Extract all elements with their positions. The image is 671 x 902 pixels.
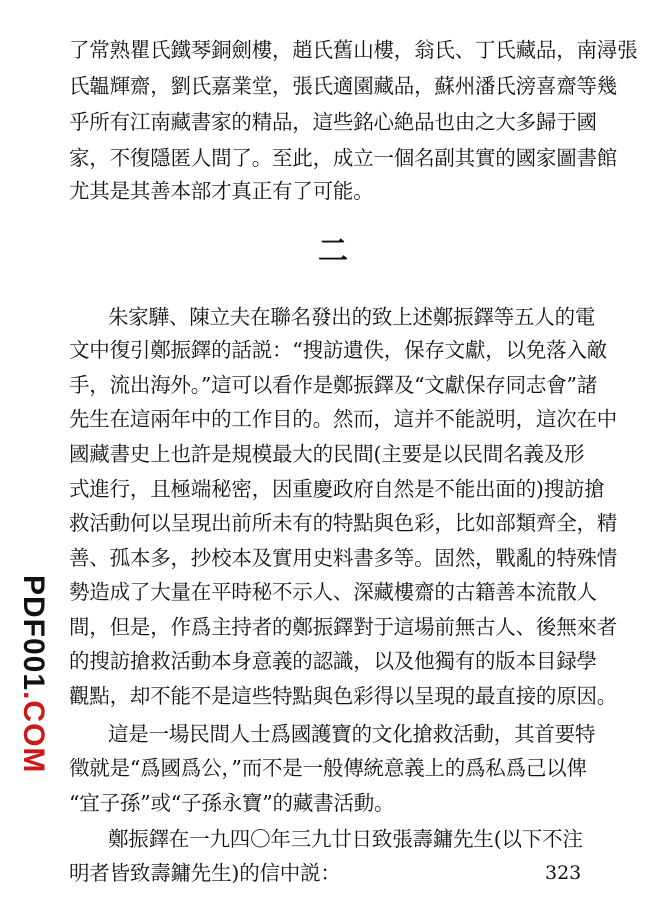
text-line: “宜子孫”或“子孫永寶”的藏書活動。 bbox=[69, 791, 395, 815]
section-heading: 二 bbox=[318, 234, 348, 269]
text-line: 尤其是其善本部才真正有了可能。 bbox=[69, 179, 374, 203]
watermark-domain: .COM bbox=[17, 691, 50, 774]
text-line: 徵就是“爲國爲公，”而不是一般傳統意義上的爲私爲己以俾 bbox=[69, 756, 587, 780]
text-line: 鄭振鐸在一九四〇年三九廿日致張壽鏞先生(以下不注 bbox=[108, 827, 583, 851]
text-line: 式進行，且極端秘密，因重慶政府自然是不能出面的)搜訪搶 bbox=[69, 477, 605, 501]
text-line: 善、孤本多，抄校本及實用史料書多等。固然，戰亂的特殊情 bbox=[69, 546, 618, 570]
text-line: 氏韞輝齋，劉氏嘉業堂，張氏適園藏品，蘇州潘氏滂喜齋等幾 bbox=[69, 74, 618, 98]
text-line: 勢造成了大量在平時秘不示人、深藏樓齋的古籍善本流散人 bbox=[69, 580, 597, 604]
text-line: 朱家驊、陳立夫在聯名發出的致上述鄭振鐸等五人的電 bbox=[108, 305, 596, 329]
text-line: 家，不復隱匿人間了。至此，成立一個名副其實的國家圖書館 bbox=[69, 146, 618, 170]
text-line: 明者皆致壽鏞先生)的信中説： bbox=[69, 861, 341, 885]
text-line: 間，但是，作爲主持者的鄭振鐸對于這場前無古人、後無來者 bbox=[69, 615, 618, 639]
text-line: 先生在這兩年中的工作目的。然而，這并不能説明，這次在中 bbox=[69, 407, 618, 431]
text-line: 國藏書史上也許是規模最大的民間(主要是以民間名義及形 bbox=[69, 442, 585, 466]
text-line: 的搜訪搶救活動本身意義的認識，以及他獨有的版本目録學 bbox=[69, 649, 597, 673]
text-line: 觀點，却不能不是這些特點與色彩得以呈現的最直接的原因。 bbox=[69, 684, 618, 708]
text-line: 手，流出海外。”這可以看作是鄭振鐸及“文獻保存同志會”諸 bbox=[69, 373, 598, 397]
text-line: 文中復引鄭振鐸的話説：“搜訪遺佚，保存文獻，以免落入敵 bbox=[69, 338, 608, 362]
text-line: 乎所有江南藏書家的精品，這些銘心絶品也由之大多歸于國 bbox=[69, 110, 597, 134]
text-line: 這是一場民間人士爲國護寶的文化搶救活動，其首要特 bbox=[108, 722, 596, 746]
watermark-text: PDF001 bbox=[17, 575, 50, 692]
text-line: 了常熟瞿氏鐵琴銅劍樓，趙氏舊山樓，翁氏、丁氏藏品，南潯張 bbox=[69, 38, 638, 62]
watermark bbox=[14, 575, 54, 775]
text-line: 救活動何以呈現出前所未有的特點與色彩，比如部類齊全，精 bbox=[69, 511, 618, 535]
page-number: 323 bbox=[545, 862, 582, 884]
